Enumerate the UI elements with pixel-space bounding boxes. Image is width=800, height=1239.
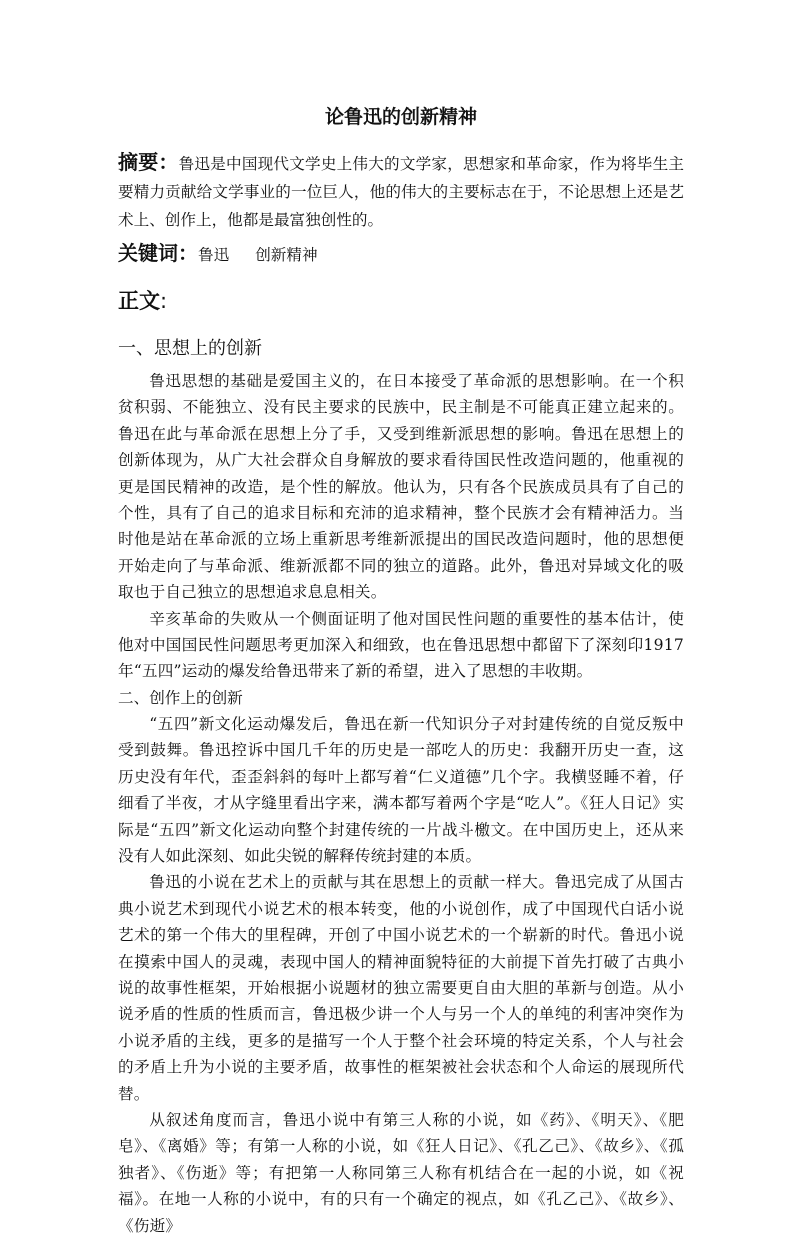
abstract-label: 摘要： bbox=[118, 150, 179, 174]
paragraph: 鲁迅思想的基础是爱国主义的，在日本接受了革命派的思想影响。在一个积贫积弱、不能独立、没有民主要求的民族中，民主制是不可能真正建立起来的。鲁迅在此与革命派在思想上分了手，又受到维新派思想的影响。鲁迅在思想上的创新体现为，从广大社会群众自身解放的要求看待国民性改造问题的，他重视的更是国民精神的改造，是个性的解放。他认为，只有各个民族成员具有了自己的个性，具有了自己的追求目标和充沛的追求精神，整个民族才会有精神活力。当时他是站在革命派的立场上重新思考维新派提出的国民改造问题时，他的思想便开始走向了与革命派、维新派都不同的独立的道路。此外，鲁迅对异域文化的吸取也于自己独立的思想追求息息相关。 bbox=[118, 372, 684, 602]
main-text-heading bbox=[118, 286, 684, 316]
keyword-item: 创新精神 bbox=[255, 246, 318, 264]
paragraph: 从叙述角度而言，鲁迅小说中有第三人称的小说，如《药》、《明天》、《肥皂》、《离婚》等；有第一人称的小说，如《狂人日记》、《孔乙己》、《故乡》、《孤独者》、《伤逝》等；有把第一人称同第三人称有机结合在一起的小说，如《祝福》。在地一人称的小说中，有的只有一个确定的视点，如《孔乙己》、《故乡》、《伤逝》 bbox=[118, 1110, 684, 1235]
main-text-label: 正文 bbox=[118, 289, 160, 313]
paragraph: 鲁迅的小说在艺术上的贡献与其在思想上的贡献一样大。鲁迅完成了从国古典小说艺术到现代小说艺术的根本转变，他的小说创作，成了中国现代白话小说艺术的第一个伟大的里程碑，开创了中国小说艺术的一个崭新的时代。鲁迅小说在摸索中国人的灵魂，表现中国人的精神面貌特征的大前提下首先打破了古典小说的故事性框架，开始根据小说题材的独立需要更自由大胆的革新与创造。从小说矛盾的性质的性质而言，鲁迅极少讲一个人与另一个人的单纯的利害冲突作为小说矛盾的主线，更多的是描写一个人于整个社会环境的特定关系，个人与社会的矛盾上升为小说的主要矛盾，故事性的框架被社会状态和个人命运的展现所代替。 bbox=[118, 873, 684, 1103]
paragraph: “五四”新文化运动爆发后，鲁迅在新一代知识分子对封建传统的自觉反叛中受到鼓舞。鲁迅控诉中国几千年的历史是一部吃人的历史：我翻开历史一查，这历史没有年代，歪歪斜斜的每叶上都写着“仁义道德”几个字。我横竖睡不着，仔细看了半夜，才从字缝里看出字来，满本都写着两个字是“吃人”。《狂人日记》实际是“五四”新文化运动向整个封建传统的一片战斗檄文。在中国历史上，还从来没有人如此深刻、如此尖锐的解释传统封建的本质。 bbox=[118, 714, 684, 865]
keywords bbox=[118, 238, 684, 270]
keyword-item: 鲁迅 bbox=[198, 246, 230, 264]
section-heading: 一、思想上的创新 bbox=[118, 338, 262, 359]
document-page bbox=[118, 102, 684, 1239]
paragraph: 辛亥革命的失败从一个侧面证明了他对国民性问题的重要性的基本估计，使他对中国国民性问题思考更加深入和细致，也在鲁迅思想中都留下了深刻印1917 年“五四”运动的爆发给鲁迅带来了新的希望，进入了思想的丰收期。 bbox=[118, 609, 684, 681]
abstract bbox=[118, 148, 684, 234]
keywords-label: 关键词： bbox=[118, 241, 198, 265]
main-text-colon: : bbox=[160, 289, 168, 313]
document-title: 论鲁迅的创新精神 bbox=[324, 106, 477, 128]
abstract-text: 鲁迅是中国现代文学史上伟大的文学家，思想家和革命家，作为将毕生主要精力贡献给文学事业的一位巨人，他的伟大的主要标志在于，不论思想上还是艺术上、创作上，他都是最富独创性的。 bbox=[118, 155, 684, 229]
section-heading: 二、创作上的创新 bbox=[118, 688, 243, 707]
